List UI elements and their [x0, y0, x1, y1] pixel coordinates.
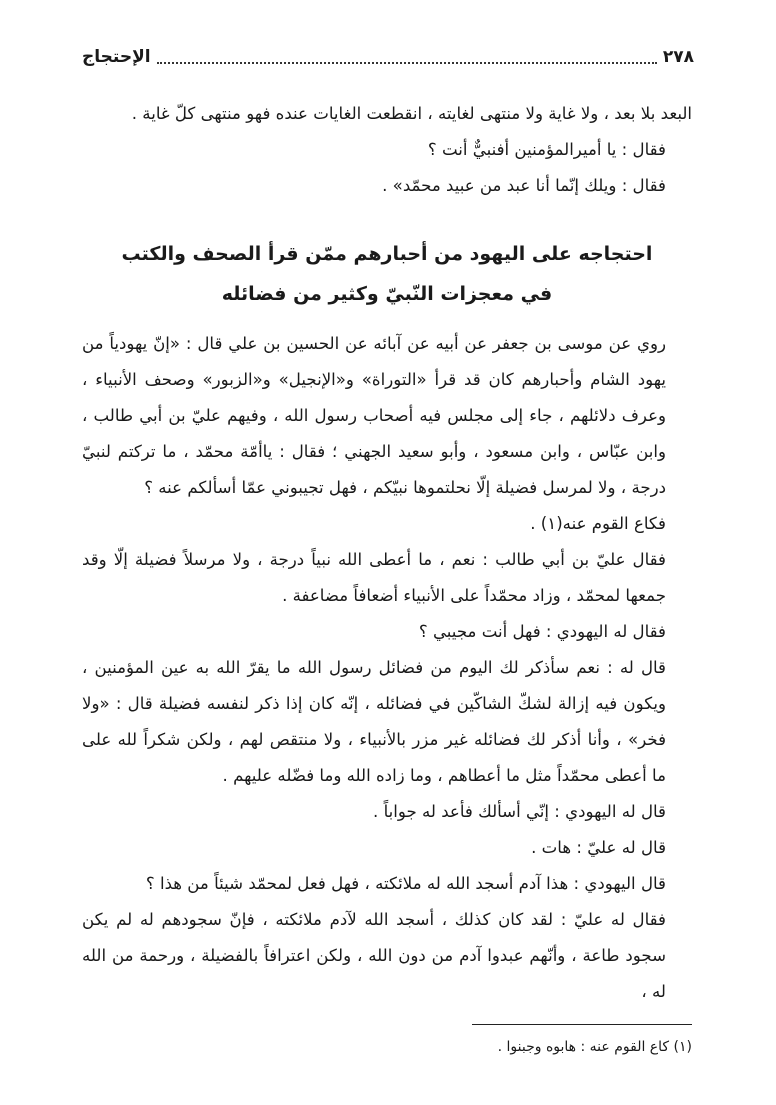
section-heading-line-2: في معجزات النّبيّ وكثير من فضائله — [221, 283, 553, 305]
book-title: الإحتجاج — [82, 47, 151, 67]
page-content — [82, 96, 692, 1010]
page-header — [82, 42, 694, 72]
section-heading-line-1: احتجاجه على اليهود من أحبارهم ممّن قرأ الصحف والكتب — [121, 243, 653, 265]
paragraph: فقال له اليهودي : فهل أنت مجيبي ؟ — [418, 622, 666, 641]
paragraph: فكاع القوم عنه(١) . — [530, 514, 666, 533]
paragraph: قال له : نعم سأذكر لك اليوم من فضائل رسول الله ما يقرّ الله به عين المؤمنين ، ويكون فيه إزالة لشكّ الشاكّين في فضائله ، إنّه كان إذا ذكر لنفسه فضيلة قال : «ولا فخر» ، وأنا أذكر لك فضائله غير مزر بالأنبياء ، ولا منتقص لهم ، ولكن شكراً لله على ما أعطى محمّداً مثل ما أعطاهم ، وما زاده الله وما فضّله عليهم . — [82, 658, 666, 785]
paragraph: فقال له عليّ : لقد كان كذلك ، أسجد الله لآدم ملائكته ، فإنّ سجودهم له لم يكن سجود طاعة ، وأنّهم عبدوا آدم من دون الله ، ولكن اعترافاً بالفضيلة ، ورحمة من الله له ، — [82, 910, 666, 1001]
paragraph: روي عن موسى بن جعفر عن أبيه عن آبائه عن الحسين بن علي قال : «إنّ يهودياً من يهود الشام وأحبارهم كان قد قرأ «التوراة» و«الإنجيل» و«الزبور» وصحف الأنبياء ، وعرف دلائلهم ، جاء إلى مجلس فيه أصحاب رسول الله ، وفيهم عليّ بن أبي طالب ، وابن عبّاس ، وابن مسعود ، وأبو سعيد الجهني ؛ فقال : ياأمّة محمّد ، ما تركتم لنبيّ درجة ، ولا لمرسل فضيلة إلّا نحلتموها نبيّكم ، فهل تجيبوني عمّا أسألكم عنه ؟ — [82, 334, 666, 497]
footnote-divider — [472, 1024, 692, 1025]
paragraph: قال له اليهودي : إنّي أسألك فأعد له جواباً . — [373, 802, 666, 821]
header-dotted-leader — [157, 50, 657, 64]
paragraph: فقال : ويلك إنّما أنا عبد من عبيد محمّد» . — [382, 176, 666, 195]
paragraph: قال اليهودي : هذا آدم أسجد الله له ملائكته ، فهل فعل لمحمّد شيئاً من هذا ؟ — [145, 874, 666, 893]
paragraph: البعد بلا بعد ، ولا غاية ولا منتهى لغايته ، انقطعت الغايات عنده فهو منتهى كلّ غاية . — [131, 104, 692, 123]
page-number: ٢٧٨ — [662, 47, 694, 67]
paragraph: فقال عليّ بن أبي طالب : نعم ، ما أعطى الله نبياً درجة ، ولا مرسلاً فضيلة إلّا وقد جمعها لمحمّد ، وزاد محمّداً على الأنبياء أضعافاً مضاعفة . — [82, 550, 666, 605]
footnote: (١) كاع القوم عنه : هابوه وجبنوا . — [497, 1039, 692, 1055]
paragraph: فقال : يا أميرالمؤمنين أفنبيٌّ أنت ؟ — [427, 140, 666, 159]
paragraph: قال له عليّ : هات . — [531, 838, 666, 857]
section-heading — [82, 234, 692, 314]
